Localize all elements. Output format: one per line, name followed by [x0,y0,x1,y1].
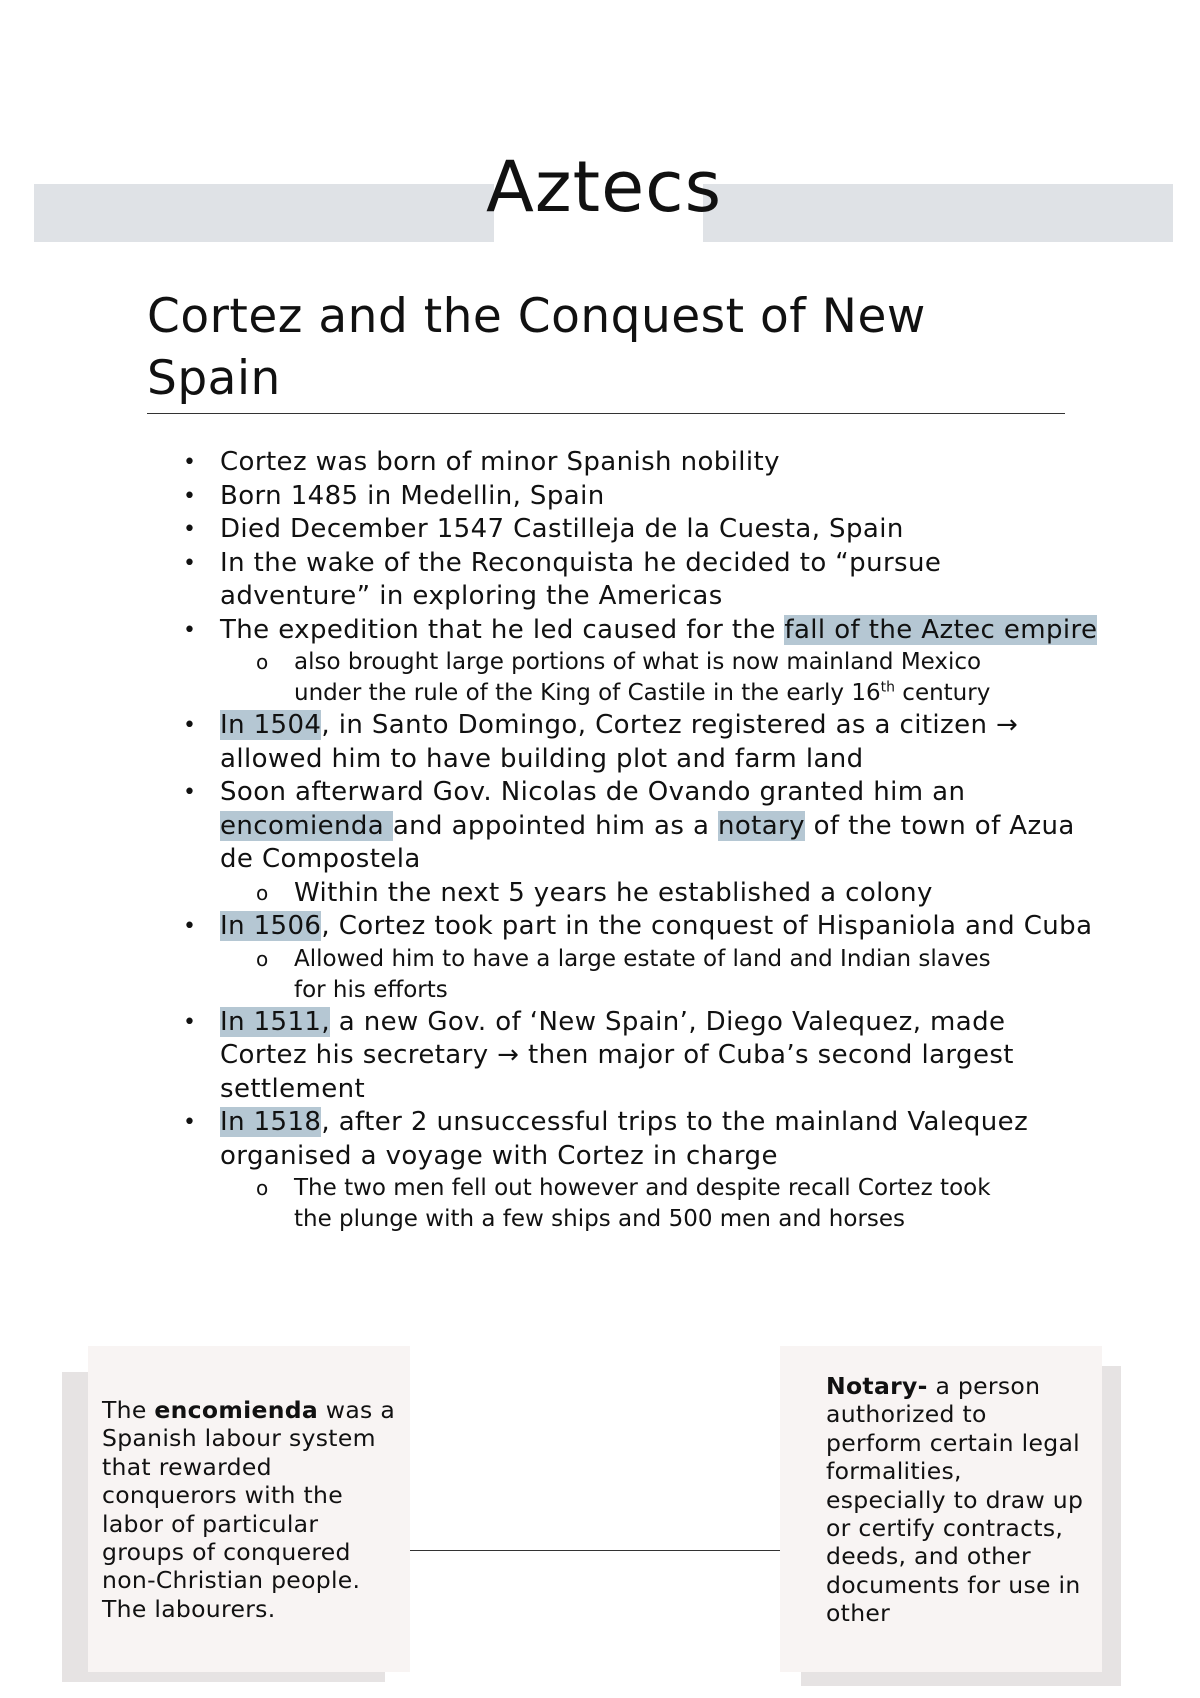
bullet-icon: • [183,1009,197,1035]
bullet-icon: • [183,550,197,576]
connector-line [410,1550,782,1551]
sub-list-item: o The two men fell out however and despite recall Cortez took the plunge with a few ships and 500 men and horses [256,1175,991,1232]
sub-bullet-icon: o [256,946,269,971]
bullet-icon: • [183,617,197,643]
bullet-icon: • [183,914,197,939]
list-item: • The expedition that he led caused for the fall of the Aztec empire [181,614,1100,648]
title-band-left [34,184,494,242]
sub-bullet-icon: o [256,650,269,674]
sub-bullet-icon: o [256,880,269,905]
sub-list-item: o also brought large portions of what is now mainland Mexico under the rule of the King of Castile in the early 16th century [256,649,991,706]
bullet-list [181,446,1098,1235]
sub-bullet-icon: o [256,1176,269,1200]
list-item: • Soon afterward Gov. Nicolas de Ovando granted him an encomienda and appointed him as a notary of the town of Azua de Compostela [183,777,1075,874]
list-item: • In 1504, in Santo Domingo, Cortez registered as a citizen → allowed him to have building plot and farm land [183,710,1019,774]
list-item: • Cortez was born of minor Spanish nobility [181,446,1100,480]
encomienda-term: encomienda [154,1396,319,1424]
highlight: In 1518 [220,1107,322,1137]
highlight: notary [717,810,805,841]
heading-underline [147,413,1065,414]
sub-list-item: o Within the next 5 years he established a colony [220,877,1054,911]
section-heading: Cortez and the Conquest of New Spain [147,289,926,406]
title-band-right [703,184,1173,242]
list-item: • Born 1485 in Medellin, Spain [181,480,1100,514]
bullet-icon: • [183,517,197,542]
list-item: • In 1511, a new Gov. of ‘New Spain’, Diego Valequez, made Cortez his secretary → then major of Cuba’s second largest settlement [183,1006,1014,1104]
encomienda-definition: The encomienda was a Spanish labour system that rewarded conquerors with the labor of particular groups of conquered non-Christian people. The labourers. [102,1396,396,1623]
sub-list-item: o Allowed him to have a large estate of land and Indian slaves for his efforts [256,945,991,1003]
bullet-icon: • [183,450,197,475]
bullet-icon: • [183,483,197,509]
list-item: • In 1506, Cortez took part in the conquest of Hispaniola and Cuba [181,910,1100,944]
highlight: In 1504 [220,710,322,740]
highlight: In 1506 [220,911,322,941]
bullet-icon: • [183,713,197,738]
list-item: • In 1518, after 2 unsuccessful trips to the mainland Valequez organised a voyage with Cortez in charge [183,1107,1029,1171]
list-item: • In the wake of the Reconquista he decided to “pursue adventure” in exploring the Americas [183,547,942,611]
notary-definition: Notary- a person authorized to perform certain legal formalities, especially to draw up or certify contracts, deeds, and other documents for use in other [826,1372,1084,1628]
highlight: In 1511, [220,1006,331,1037]
highlight: fall of the Aztec empire [784,614,1098,645]
page-title: Aztecs [486,146,723,228]
list-item: • Died December 1547 Castilleja de la Cuesta, Spain [181,513,1100,547]
highlight: encomienda [220,810,393,841]
notary-term: Notary- [826,1372,928,1400]
bullet-icon: • [183,780,197,805]
bullet-icon: • [183,1110,197,1135]
